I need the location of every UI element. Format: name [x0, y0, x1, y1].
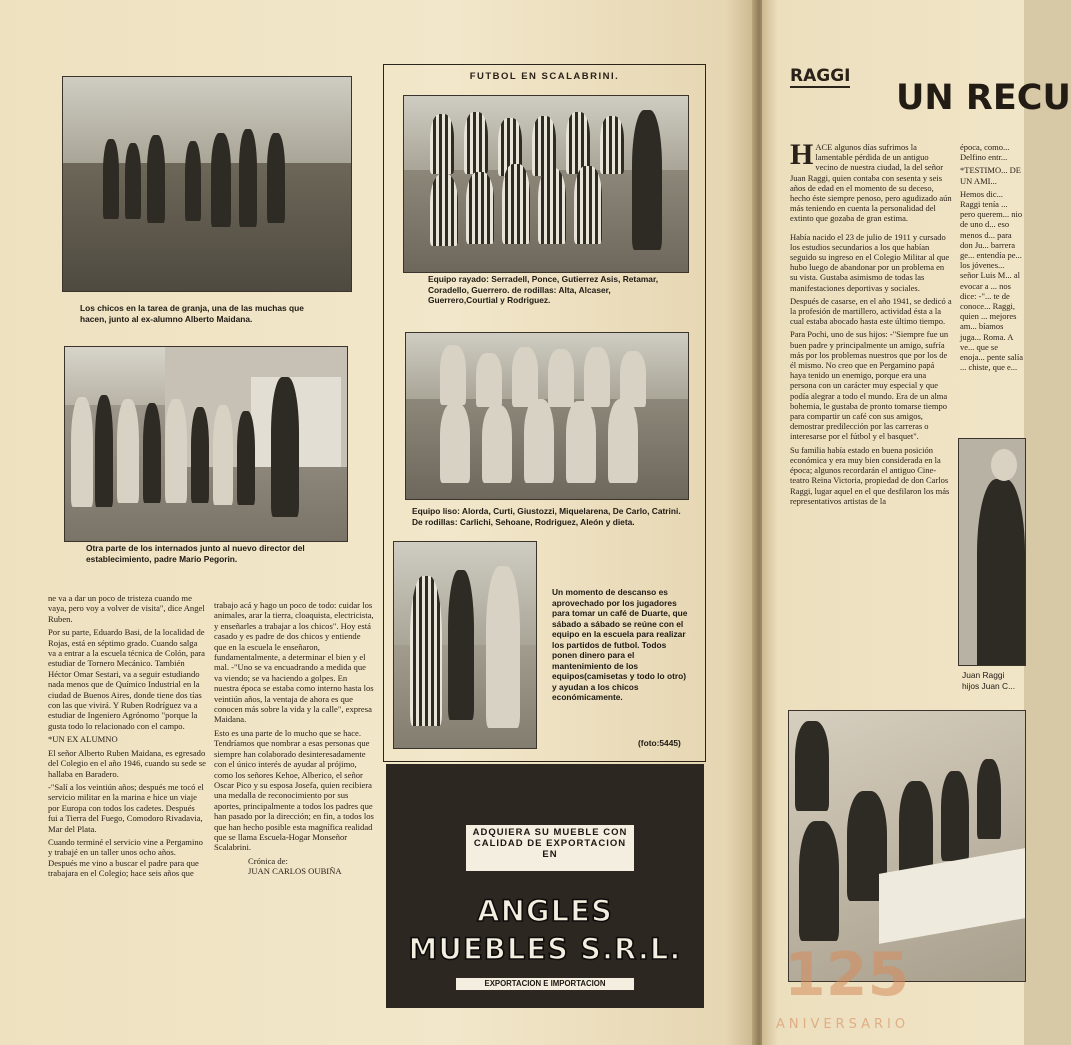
- paragraph: El señor Alberto Ruben Maidana, es egresado del Colegio en el año 1946, cuando su sede se hallaba en Baradero.: [48, 747, 206, 779]
- raggi-photo-caption: Juan Raggi hijos Juan C...: [962, 670, 1016, 691]
- striped-team-photo: [403, 95, 689, 273]
- byline-label: Crónica de:: [248, 855, 288, 866]
- paragraph: Su familia había estado en buena posición económica y era muy bien considerada en la época; algunos recordarán el antiguo Cine-teatro Reina Victoria, propiedad de don Carlos Raggi, lugar aquel en el que desfilaron los más representativos artistas de la: [790, 444, 950, 506]
- paragraph: ne va a dar un poco de tristeza cuando me vaya, pero voy a volver de visita", dice Angel Ruben.: [48, 593, 205, 624]
- raggi-column-2: [960, 142, 1024, 432]
- anniversary-word: ANIVERSARIO: [776, 1017, 910, 1032]
- ad-tagline: ADQUIERA SU MUEBLE CON CALIDAD DE EXPORTACION EN: [466, 825, 634, 871]
- article-column-2: [214, 600, 374, 877]
- farm-photo: [62, 76, 352, 292]
- plain-team-caption: Equipo liso: Alorda, Curti, Giustozzi, Miquelarena, De Carlo, Catrini. De rodillas: Carlichi, Sehoane, Rodriguez, Aleón y dieta.: [412, 506, 681, 527]
- subheading: *TESTIMO... DE UN AMI...: [960, 165, 1021, 186]
- raggi-column-1: [790, 138, 952, 509]
- paragraph: -"Salí a los veintiún años; después me tocó el servicio militar en la marina e hice un viaje por Europa con todos los cadetes. Después fui a Tierra del Fuego, Comodoro Rivadavia, Mar del Plata.: [48, 781, 204, 834]
- rest-moment-caption: Un momento de descanso es aprovechado por los jugadores para tomar un café de Duarte, que sábado a sábado se reúne con el equipo en la escuela para realizar los partidos de futbol. Todos ponen dinero para el mantenimiento de los equipos(camisetas y todo lo otro) y ayudan a los chicos económicamente.: [552, 587, 688, 702]
- interns-photo-caption: Otra parte de los internados junto al nuevo director del establecimiento, padre Mario Pegorin.: [86, 543, 305, 564]
- angles-muebles-ad: [386, 764, 704, 1008]
- paragraph: Por su parte, Eduardo Basi, de la localidad de Rojas, está en séptimo grado. Cuando salga va a entrar a la escuela técnica de Colón, para estudiar de Tornero Mecánico. También Héctor Omar Sestari, va a seguir estudiando nada menos que de Químico Industrial en la ciudad de Buenos Aires, donde tiene dos tías con las que vivirá. Y Ruben Rodríguez va a estudiar de Ingeniero Agrónomo "porque la gusta todo lo relacionado con el campo.: [48, 627, 205, 731]
- ad-brand-line-2: MUEBLES S.R.L.: [408, 932, 682, 966]
- paragraph: Después de casarse, en el año 1941, se dedicó a la profesión de martillero, actividad ésta a la cual estaba abocado hasta este último tiempo.: [790, 295, 952, 327]
- paragraph: época, como... Delfino entr...: [960, 142, 1010, 163]
- anniversary-number: 125: [784, 940, 910, 1010]
- subheading: *UN EX ALUMNO: [48, 734, 118, 745]
- interns-photo: [64, 346, 348, 542]
- juan-raggi-photo: [958, 438, 1026, 666]
- byline-author: JUAN CARLOS OUBIÑA: [248, 866, 342, 877]
- ad-brand-line-1: ANGLES: [477, 894, 613, 928]
- rest-moment-photo: [393, 541, 537, 749]
- striped-team-caption: Equipo rayado: Serradell, Ponce, Gutierrez Asis, Retamar, Coradello, Guerrero. de rodillas: Alta, Alcaser, Guerrero,Courtial y Rodriguez.: [428, 274, 659, 305]
- article-column-1: [48, 593, 206, 882]
- farm-photo-caption: Los chicos en la tarea de granja, una de las muchas que hacen, junto al ex-alumno Alberto Maidana.: [80, 303, 304, 324]
- drop-cap: H: [790, 138, 814, 171]
- paragraph: trabajo acá y hago un poco de todo: cuidar los animales, arar la tierra, cloaquista, electricista, y enseñarles a trabajar a los chicos". Hoy está casado y es padre de dos chicos y entiende que en la escuela le enseñaron, fundamentalmente, a determinar el bien y el mal. -"Uno se va encuadrando a medida que va viendo; se va haciendo a golpes. En nuestra época se estaba como interno hasta los veintiún años, la ventaja de ahora es que conocen más sobre la vida y la calle", expresa Maidana.: [214, 600, 374, 725]
- paragraph: Hemos dic... Raggi tenía ... pero querem... nio de uno d... eso menos d... para don Ju... barrera ge... entendía pe... los jóvenes... señor Luis M... al evocar a ... nos dice: -"... te de conoce... Raggi, quien ... mejores am... bíamos juga... Roma. A ve... que se enoja... pente salía ... chiste, que e...: [960, 188, 1024, 373]
- paragraph: Había nacido el 23 de julio de 1911 y cursado los estudios secundarios a los que habían seguido su ingreso en el Colegio Militar al que hubo luego de abandonar por un problema en su vista. Gustaba asimismo de todas las manifestaciones deportivas y sociales.: [790, 231, 950, 293]
- paragraph: Para Pochi, uno de sus hijos: -"Siempre fue un buen padre y principalmente un amigo, sufría más por los problemas nuestros que por los de él mismo. No creo que en Pergamino papá haya tenido un enemigo, porque era una persona con un carácter muy especial y que podía alegrar a todo el mundo. Era de un alma bohemia, le gustaba de pronto tomarse tiempo para compartir un café con sus amigos, demostrar predilección por las carreras o interesarse por el fútbol y el basquet".: [790, 329, 949, 442]
- paragraph: Esto es una parte de lo mucho que se hace. Tendríamos que nombrar a esas personas que siempre han colaborado desinteresadamente con el único interés de ayudar al prójimo, como los señores Kehoe, Alberico, el señor Oscar Pico y su esposa Josefa, quien recibiera una medalla de reconocimiento por sus aportes, principalmente a todos los padres que han pasado por la dirección; en fin, a todos los que han hecho posible esta magnífica realidad que se llama Escuela-Hogar Monseñor Scalabrini.: [214, 727, 374, 853]
- section-tag: RAGGI: [790, 66, 851, 86]
- article-headline: UN RECU: [896, 78, 1071, 118]
- futbol-box-title: FUTBOL EN SCALABRINI.: [469, 71, 620, 82]
- ad-subtitle: EXPORTACION E IMPORTACION: [456, 978, 634, 990]
- photo-credit: (foto:5445): [638, 738, 681, 748]
- paragraph: HACE algunos días sufrimos la lamentable pérdida de un antiguo vecino de nuestra ciudad, la del señor Juan Raggi, quien contaba con sesenta y seis años de edad en el momento de su deceso, hecho éste siempre penoso, pero agudizado aún más teniendo en cuenta la personalidad del extinto que gozaba de gran estima.: [790, 138, 952, 224]
- futbol-feature-box: [383, 64, 706, 762]
- paragraph: Cuando terminé el servicio vine a Pergamino y trabajé en un taller unos ocho años. Después me vino a buscar el padre para que trabajara en el Colegio; hace seis años que: [48, 836, 203, 879]
- plain-team-photo: [405, 332, 689, 500]
- right-page: [762, 0, 1071, 1045]
